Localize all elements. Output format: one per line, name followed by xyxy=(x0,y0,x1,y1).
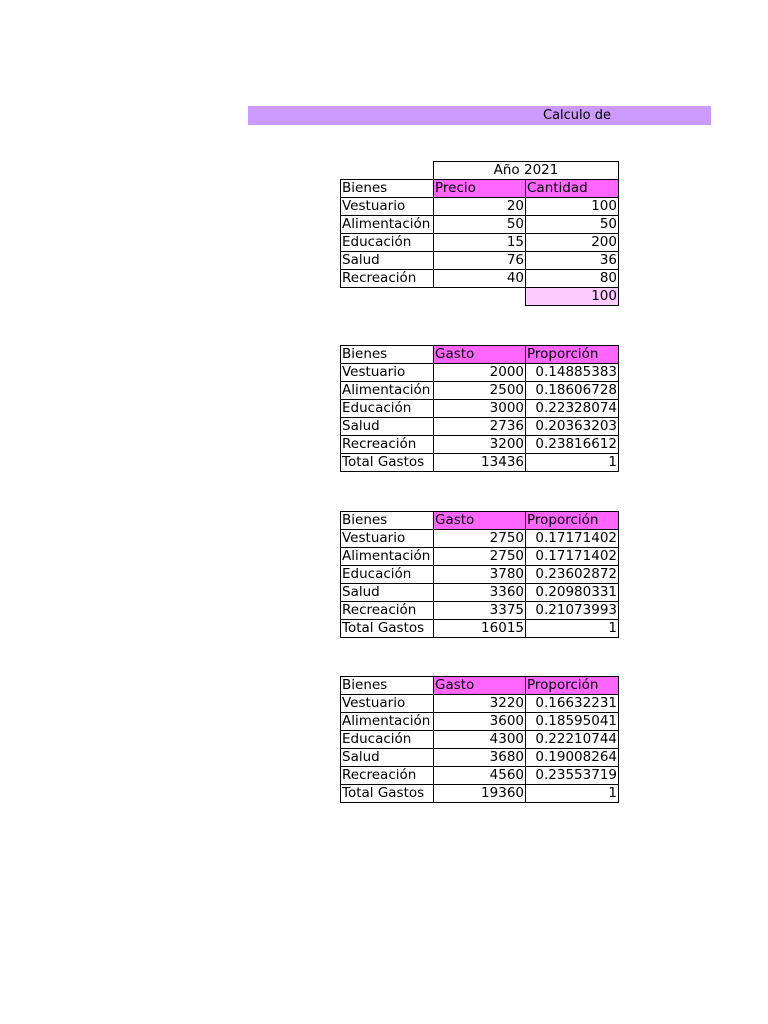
table-row xyxy=(341,382,619,400)
expense-table-3 xyxy=(340,676,619,803)
bien-cell[interactable]: Salud xyxy=(341,584,434,602)
bien-cell[interactable]: Salud xyxy=(341,418,434,436)
bien-cell[interactable]: Salud xyxy=(341,252,434,270)
cantidad-cell[interactable]: 50 xyxy=(526,216,619,234)
cantidad-cell[interactable]: 80 xyxy=(526,270,619,288)
gasto-cell[interactable]: 2736 xyxy=(434,418,526,436)
bien-cell[interactable]: Alimentación xyxy=(341,713,434,731)
table-row xyxy=(341,270,619,288)
gasto-cell[interactable]: 3360 xyxy=(434,584,526,602)
table-row xyxy=(341,749,619,767)
table-row xyxy=(341,548,619,566)
table-row xyxy=(341,436,619,454)
year-row xyxy=(341,162,619,180)
table-row xyxy=(341,566,619,584)
total-proporcion[interactable]: 1 xyxy=(526,620,619,638)
table-row xyxy=(341,234,619,252)
expense-table-2 xyxy=(340,511,619,638)
table-row xyxy=(341,731,619,749)
bien-cell[interactable]: Vestuario xyxy=(341,530,434,548)
total-proporcion[interactable]: 1 xyxy=(526,454,619,472)
proporcion-cell[interactable]: 0.20363203 xyxy=(526,418,619,436)
header-row xyxy=(341,346,619,364)
header-precio[interactable]: Precio xyxy=(434,180,526,198)
gasto-cell[interactable]: 3600 xyxy=(434,713,526,731)
cantidad-cell[interactable]: 200 xyxy=(526,234,619,252)
gasto-cell[interactable]: 2750 xyxy=(434,548,526,566)
bien-cell[interactable]: Salud xyxy=(341,749,434,767)
bien-cell[interactable]: Alimentación xyxy=(341,548,434,566)
cantidad-cell[interactable]: 100 xyxy=(526,198,619,216)
bien-cell[interactable]: Recreación xyxy=(341,270,434,288)
proporcion-cell[interactable]: 0.18606728 xyxy=(526,382,619,400)
total-proporcion[interactable]: 1 xyxy=(526,785,619,803)
total-gasto[interactable]: 19360 xyxy=(434,785,526,803)
extra-row xyxy=(341,288,619,306)
header-proporcion[interactable]: Proporción xyxy=(526,512,619,530)
gasto-cell[interactable]: 3375 xyxy=(434,602,526,620)
precio-cell[interactable]: 40 xyxy=(434,270,526,288)
bien-cell[interactable]: Vestuario xyxy=(341,198,434,216)
precio-cell[interactable]: 76 xyxy=(434,252,526,270)
proporcion-cell[interactable]: 0.16632231 xyxy=(526,695,619,713)
header-gasto[interactable]: Gasto xyxy=(434,512,526,530)
precio-cell[interactable]: 20 xyxy=(434,198,526,216)
total-row xyxy=(341,620,619,638)
table-row xyxy=(341,602,619,620)
table-row xyxy=(341,713,619,731)
header-bienes[interactable]: Bienes xyxy=(341,346,434,364)
precio-cell[interactable]: 50 xyxy=(434,216,526,234)
proporcion-cell[interactable]: 0.20980331 xyxy=(526,584,619,602)
table-row xyxy=(341,364,619,382)
header-proporcion[interactable]: Proporción xyxy=(526,677,619,695)
bien-cell[interactable]: Educación xyxy=(341,400,434,418)
proporcion-cell[interactable]: 0.21073993 xyxy=(526,602,619,620)
bien-cell[interactable]: Recreación xyxy=(341,602,434,620)
header-bienes[interactable]: Bienes xyxy=(341,180,434,198)
table-row xyxy=(341,198,619,216)
proporcion-cell[interactable]: 0.23602872 xyxy=(526,566,619,584)
gasto-cell[interactable]: 4560 xyxy=(434,767,526,785)
gasto-cell[interactable]: 3780 xyxy=(434,566,526,584)
header-row xyxy=(341,180,619,198)
bien-cell[interactable]: Alimentación xyxy=(341,382,434,400)
gasto-cell[interactable]: 2000 xyxy=(434,364,526,382)
bien-cell[interactable]: Recreación xyxy=(341,436,434,454)
year-label[interactable]: Año 2021 xyxy=(434,162,619,180)
gasto-cell[interactable]: 2500 xyxy=(434,382,526,400)
gasto-cell[interactable]: 3220 xyxy=(434,695,526,713)
banner-title: Calculo de xyxy=(543,108,611,123)
table-row xyxy=(341,400,619,418)
header-proporcion[interactable]: Proporción xyxy=(526,346,619,364)
total-gasto[interactable]: 13436 xyxy=(434,454,526,472)
header-gasto[interactable]: Gasto xyxy=(434,677,526,695)
price-quantity-table xyxy=(340,161,619,306)
proporcion-cell[interactable]: 0.22210744 xyxy=(526,731,619,749)
header-row xyxy=(341,677,619,695)
table-row xyxy=(341,252,619,270)
total-label[interactable]: Total Gastos xyxy=(341,620,434,638)
header-gasto[interactable]: Gasto xyxy=(434,346,526,364)
proporcion-cell[interactable]: 0.14885383 xyxy=(526,364,619,382)
bien-cell[interactable]: Recreación xyxy=(341,767,434,785)
total-label[interactable]: Total Gastos xyxy=(341,454,434,472)
empty-cell xyxy=(434,288,526,306)
gasto-cell[interactable]: 3680 xyxy=(434,749,526,767)
gasto-cell[interactable]: 4300 xyxy=(434,731,526,749)
expense-table-1 xyxy=(340,345,619,472)
table-row xyxy=(341,418,619,436)
proporcion-cell[interactable]: 0.22328074 xyxy=(526,400,619,418)
table-row xyxy=(341,584,619,602)
proporcion-cell[interactable]: 0.23553719 xyxy=(526,767,619,785)
gasto-cell[interactable]: 3000 xyxy=(434,400,526,418)
total-label[interactable]: Total Gastos xyxy=(341,785,434,803)
table-row xyxy=(341,767,619,785)
table-row xyxy=(341,695,619,713)
gasto-cell[interactable]: 2750 xyxy=(434,530,526,548)
header-cantidad[interactable]: Cantidad xyxy=(526,180,619,198)
empty-cell xyxy=(341,288,434,306)
cantidad-cell[interactable]: 36 xyxy=(526,252,619,270)
extra-value-cell[interactable]: 100 xyxy=(526,288,619,306)
bien-cell[interactable]: Educación xyxy=(341,234,434,252)
bien-cell[interactable]: Alimentación xyxy=(341,216,434,234)
total-row xyxy=(341,785,619,803)
proporcion-cell[interactable]: 0.18595041 xyxy=(526,713,619,731)
bien-cell[interactable]: Vestuario xyxy=(341,695,434,713)
table-row xyxy=(341,530,619,548)
bien-cell[interactable]: Educación xyxy=(341,731,434,749)
total-gasto[interactable]: 16015 xyxy=(434,620,526,638)
proporcion-cell[interactable]: 0.17171402 xyxy=(526,548,619,566)
precio-cell[interactable]: 15 xyxy=(434,234,526,252)
header-bienes[interactable]: Bienes xyxy=(341,677,434,695)
bien-cell[interactable]: Educación xyxy=(341,566,434,584)
header-row xyxy=(341,512,619,530)
bien-cell[interactable]: Vestuario xyxy=(341,364,434,382)
header-bienes[interactable]: Bienes xyxy=(341,512,434,530)
proporcion-cell[interactable]: 0.23816612 xyxy=(526,436,619,454)
empty-cell xyxy=(341,162,434,180)
proporcion-cell[interactable]: 0.17171402 xyxy=(526,530,619,548)
gasto-cell[interactable]: 3200 xyxy=(434,436,526,454)
table-row xyxy=(341,216,619,234)
total-row xyxy=(341,454,619,472)
proporcion-cell[interactable]: 0.19008264 xyxy=(526,749,619,767)
title-banner xyxy=(248,106,711,125)
